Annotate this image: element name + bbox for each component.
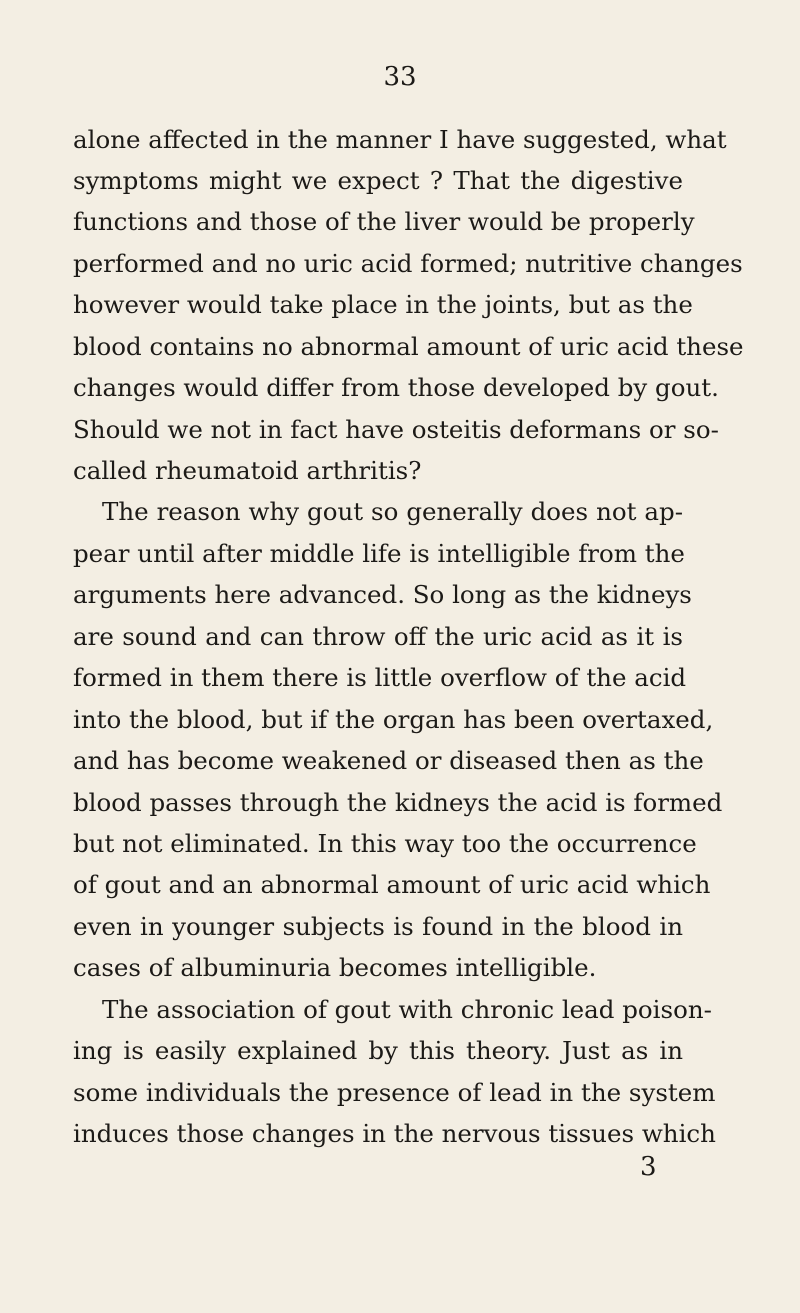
- text-line: into the blood, but if the organ has been overtaxed,: [73, 705, 714, 734]
- text-line: called rheumatoid arthritis?: [73, 456, 422, 485]
- text-line: of gout and an abnormal amount of uric acid which: [73, 870, 711, 899]
- page-number: 33: [383, 62, 417, 92]
- paragraph-first-line: The association of gout with chronic lead poison-: [102, 995, 712, 1024]
- text-line: some individuals the presence of lead in the system: [73, 1078, 716, 1107]
- text-line: ing is easily explained by this theory. Just as in: [73, 1036, 683, 1065]
- text-line: even in younger subjects is found in the blood in: [73, 912, 683, 941]
- text-line: cases of albuminuria becomes intelligible.: [73, 953, 597, 982]
- text-line: functions and those of the liver would be properly: [73, 207, 695, 236]
- signature-mark: 3: [640, 1152, 657, 1182]
- paragraph-first-line: The reason why gout so generally does not ap-: [102, 497, 683, 526]
- text-line: arguments here advanced. So long as the kidneys: [73, 580, 692, 609]
- text-line: changes would differ from those developed by gout.: [73, 373, 719, 402]
- text-line: but not eliminated. In this way too the occurrence: [73, 829, 697, 858]
- text-line: blood contains no abnormal amount of uric acid these: [73, 332, 744, 361]
- text-line: are sound and can throw off the uric acid as it is: [73, 622, 683, 651]
- text-line: however would take place in the joints, but as the: [73, 290, 693, 319]
- text-line: symptoms might we expect ? That the digestive: [73, 166, 683, 195]
- text-line: formed in them there is little overflow of the acid: [73, 663, 687, 692]
- text-line: Should we not in fact have osteitis deformans or so-: [73, 415, 719, 444]
- text-line: pear until after middle life is intelligible from the: [73, 539, 685, 568]
- text-line: alone affected in the manner I have suggested, what: [73, 125, 727, 154]
- text-line: and has become weakened or diseased then as the: [73, 746, 704, 775]
- text-line: performed and no uric acid formed; nutritive changes: [73, 249, 743, 278]
- text-line: induces those changes in the nervous tissues which: [73, 1119, 716, 1148]
- text-line: blood passes through the kidneys the acid is formed: [73, 788, 723, 817]
